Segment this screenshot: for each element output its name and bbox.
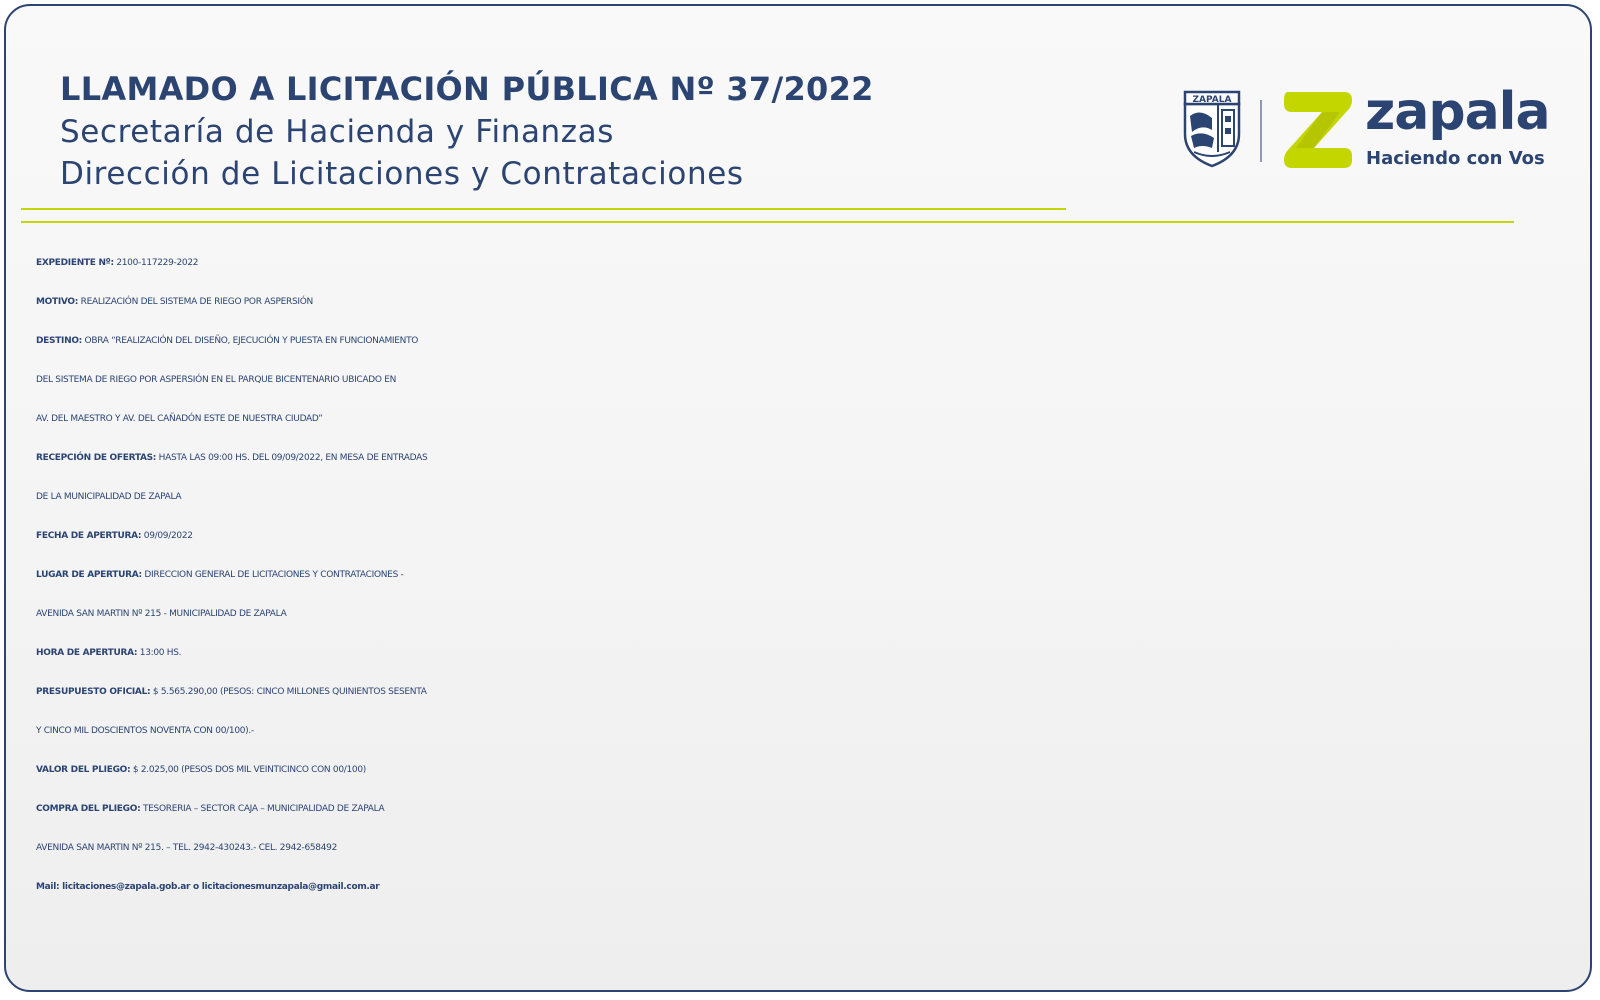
destino-value-line-2: DEL SISTEMA DE RIEGO POR ASPERSIÓN EN EL PARQUE BICENTENARIO UBICADO EN bbox=[36, 375, 397, 385]
presupuesto-row bbox=[36, 673, 1581, 712]
fecha-apertura-value: 09/09/2022 bbox=[143, 531, 193, 541]
recepcion-value-line-1: HASTA LAS 09:00 HS. DEL 09/09/2022, EN MESA DE ENTRADAS bbox=[158, 453, 428, 463]
expediente-label: EXPEDIENTE Nº: bbox=[36, 258, 114, 268]
lugar-apertura-row bbox=[36, 556, 1581, 595]
valor-pliego-label: VALOR DEL PLIEGO: bbox=[36, 765, 131, 775]
hora-apertura-label: HORA DE APERTURA: bbox=[36, 648, 138, 658]
recepcion-value-line-2: DE LA MUNICIPALIDAD DE ZAPALA bbox=[36, 492, 182, 502]
brand-tagline: Haciendo con Vos bbox=[1366, 148, 1545, 169]
fecha-apertura-label: FECHA DE APERTURA: bbox=[36, 531, 142, 541]
compra-pliego-value-line-1: TESORERIA – SECTOR CAJA – MUNICIPALIDAD DE ZAPALA bbox=[142, 804, 385, 814]
presupuesto-value-line-1: $ 5.565.290,00 (PESOS: CINCO MILLONES QUINIENTOS SESENTA bbox=[152, 687, 427, 697]
recepcion-row bbox=[36, 439, 1581, 478]
expediente-row bbox=[36, 244, 1581, 283]
destino-value-line-1: OBRA “REALIZACIÓN DEL DISEÑO, EJECUCIÓN Y PUESTA EN FUNCIONAMIENTO bbox=[84, 336, 419, 346]
motivo-value: REALIZACIÓN DEL SISTEMA DE RIEGO POR ASPERSIÓN bbox=[80, 297, 313, 307]
motivo-row bbox=[36, 283, 1581, 322]
shield-text: ZAPALA bbox=[1192, 95, 1232, 105]
presupuesto-label: PRESUPUESTO OFICIAL: bbox=[36, 687, 151, 697]
compra-pliego-value-line-2: AVENIDA SAN MARTIN Nº 215. – TEL. 2942-430243.- CEL. 2942-658492 bbox=[36, 843, 338, 853]
notice-details bbox=[36, 244, 1581, 907]
coat-of-arms-icon bbox=[1182, 90, 1242, 168]
expediente-value: 2100-117229-2022 bbox=[116, 258, 199, 268]
header-divider-long bbox=[21, 221, 1514, 223]
destino-value-line-3: AV. DEL MAESTRO Y AV. DEL CAÑADÓN ESTE DE NUESTRA CIUDAD” bbox=[36, 414, 323, 424]
secretariat-subtitle: Secretaría de Hacienda y Finanzas bbox=[60, 114, 615, 150]
header-divider-short bbox=[21, 208, 1066, 210]
fecha-apertura-row bbox=[36, 517, 1581, 556]
valor-pliego-value: $ 2.025,00 (PESOS DOS MIL VEINTICINCO CON 00/100) bbox=[132, 765, 366, 775]
contact-email: Mail: licitaciones@zapala.gob.ar o licitacionesmunzapala@gmail.com.ar bbox=[36, 882, 380, 892]
compra-pliego-label: COMPRA DEL PLIEGO: bbox=[36, 804, 141, 814]
destino-label: DESTINO: bbox=[36, 336, 82, 346]
recepcion-label: RECEPCIÓN DE OFERTAS: bbox=[36, 453, 157, 463]
lugar-apertura-value-line-1: DIRECCION GENERAL DE LICITACIONES Y CONTRATACIONES - bbox=[144, 570, 404, 580]
directorate-subtitle: Dirección de Licitaciones y Contrataciones bbox=[60, 156, 744, 192]
zapala-z-logo-icon bbox=[1282, 90, 1354, 170]
destino-row bbox=[36, 322, 1581, 361]
hora-apertura-value: 13:00 HS. bbox=[139, 648, 182, 658]
lugar-apertura-value-line-2: AVENIDA SAN MARTIN Nº 215 - MUNICIPALIDAD DE ZAPALA bbox=[36, 609, 287, 619]
municipality-logo bbox=[1182, 82, 1552, 174]
valor-pliego-row bbox=[36, 751, 1581, 790]
brand-name: zapala bbox=[1365, 82, 1550, 142]
presupuesto-value-line-2: Y CINCO MIL DOSCIENTOS NOVENTA CON 00/100).- bbox=[36, 726, 254, 736]
motivo-label: MOTIVO: bbox=[36, 297, 79, 307]
lugar-apertura-label: LUGAR DE APERTURA: bbox=[36, 570, 142, 580]
compra-pliego-row bbox=[36, 790, 1581, 829]
page-title: LLAMADO A LICITACIÓN PÚBLICA Nº 37/2022 bbox=[60, 70, 874, 108]
notice-card bbox=[4, 4, 1592, 992]
hora-apertura-row bbox=[36, 634, 1581, 673]
logo-divider bbox=[1260, 100, 1262, 162]
